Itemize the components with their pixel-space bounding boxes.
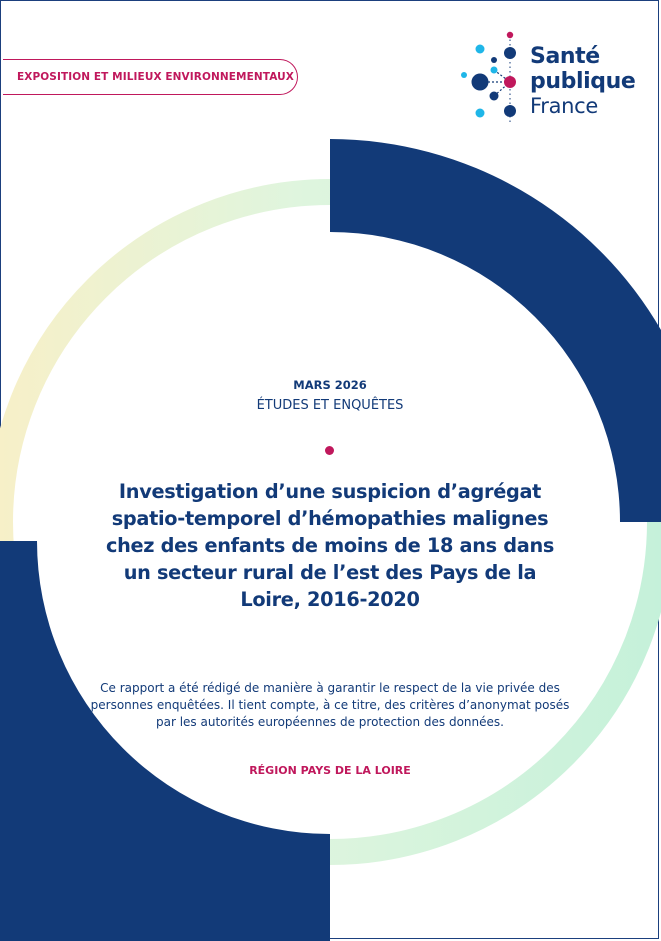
- separator-dot: [325, 446, 334, 455]
- logo-line-2: publique: [530, 69, 636, 94]
- logo-line-3: France: [530, 94, 599, 118]
- report-title: Investigation d’une suspicion d’agrégat spatio-temporel d’hémopathies malignes chez des enfants de moins de 18 ans dans un secteur rural de l’est des Pays de la Loire, 2016-2020: [105, 480, 555, 611]
- document-category: ÉTUDES ET ENQUÊTES: [256, 398, 404, 413]
- logo-line-1: Santé: [530, 44, 600, 69]
- region-label: RÉGION PAYS DE LA LOIRE: [249, 764, 411, 777]
- publication-date: MARS 2026: [293, 378, 367, 392]
- category-tag-label: EXPOSITION ET MILIEUX ENVIRONNEMENTAUX: [17, 71, 294, 83]
- privacy-disclaimer: Ce rapport a été rédigé de manière à garantir le respect de la vie privée des personnes enquêtées. Il tient compte, à ce titre, des critères d’anonymat posés par les autorités européennes de protection des données.: [90, 681, 570, 729]
